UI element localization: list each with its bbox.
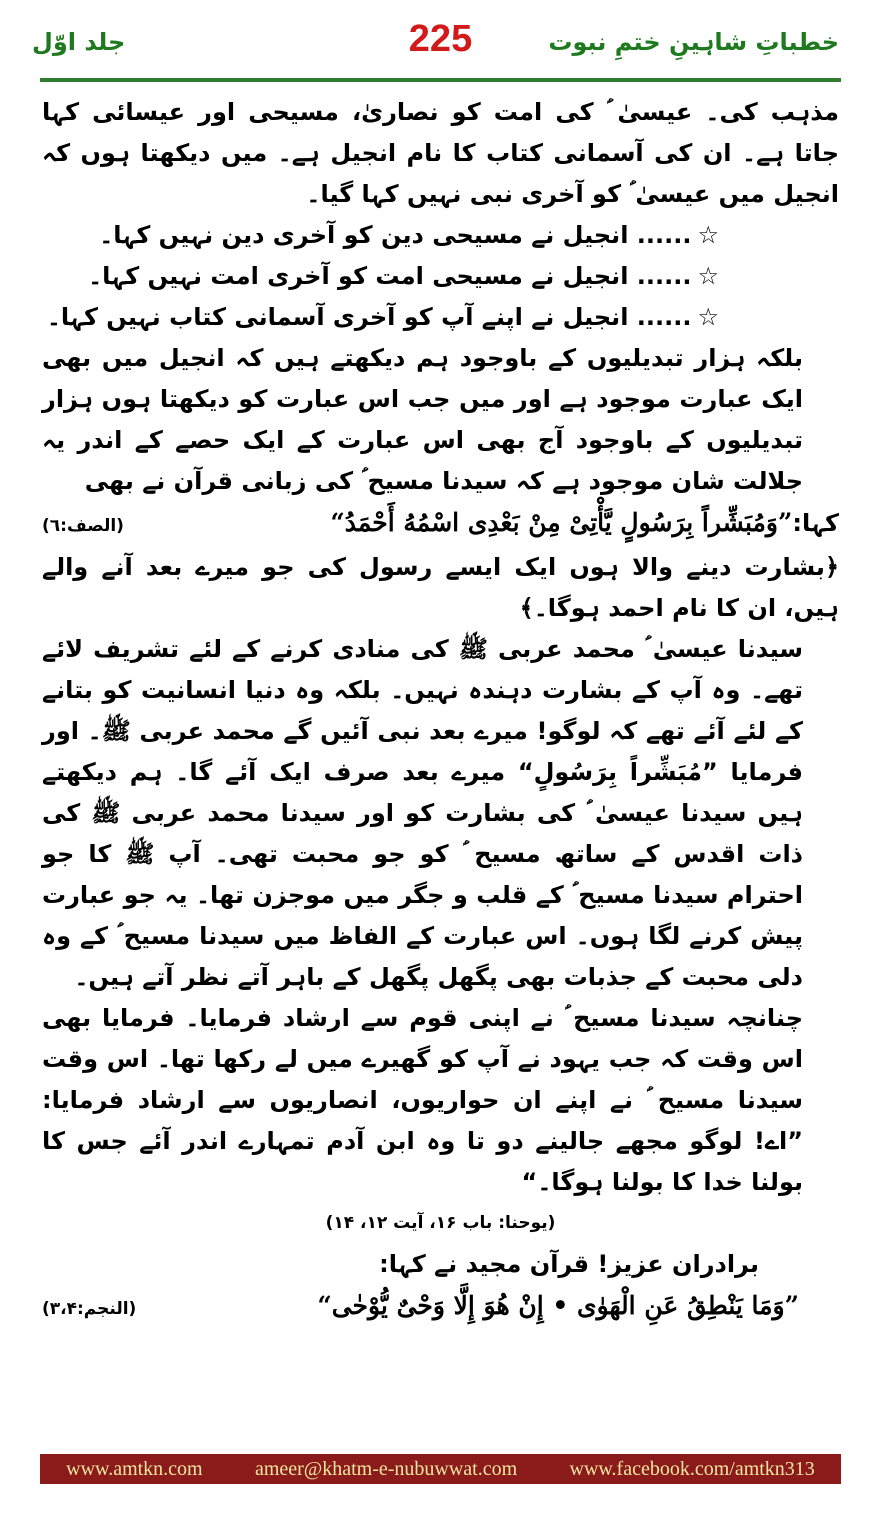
- paragraph-quran-said: برادران عزیز! قرآن مجید نے کہا:: [379, 1250, 759, 1278]
- email-link[interactable]: ameer@khatm-e-nubuwwat.com: [254, 1457, 518, 1480]
- bullet-item-2: ☆...... انجیل نے مسیحی امت کو آخری امت نہیں کہا۔: [88, 262, 719, 290]
- paragraph-bible-text: بلکہ ہزار تبدیلیوں کے باوجود ہم دیکھتے ہیں کہ انجیل میں بھی ایک عبارت موجود ہے اور میں جب اس عبارت کو دیکھتا ہوں ہزار تبدیلیوں کے باوجود آج بھی اس عبارت کے ایک حصے کے اندر یہ جلالت شان موجود ہے کہ سیدنا مسیح ؑ کی زبانی قرآن نے بھی: [42, 344, 803, 495]
- star-icon: ☆: [697, 262, 719, 290]
- paragraph-messenger: سیدنا عیسیٰ ؑ محمد عربی ﷺ کی منادی کرنے کے لئے تشریف لائے تھے۔ وہ آپ کے بشارت دہندہ نہیں۔ بلکہ وہ دنیا انسانیت کو بتانے کے لئے آئے تھے کہ لوگو! میرے بعد نبی آئیں گے محمد عربی ﷺ۔ اور فرمایا ”مُبَشِّراً بِرَسُولٍ“ میرے بعد صرف ایک آئے گا۔ ہم دیکھتے ہیں سیدنا عیسیٰ ؑ کی بشارت کو اور سیدنا محمد عربی ﷺ کی ذات اقدس کے ساتھ مسیح ؑ کو جو محبت تھی۔ آپ ﷺ کا جو احترام سیدنا مسیح ؑ کے قلب و جگر میں موجزن تھا۔ یہ جو عبارت پیش کرنے لگا ہوں۔ اس عبارت کے الفاظ میں سیدنا مسیح ؑ کے وہ دلی محبت کے جذبات بھی پگھل پگھل کے باہر آتے نظر آتے ہیں۔: [42, 635, 803, 991]
- page-footer: [40, 1454, 841, 1484]
- page-body: [42, 92, 839, 1449]
- bullet-item-1: ☆...... انجیل نے مسیحی دین کو آخری دین نہیں کہا۔: [99, 221, 719, 249]
- verse-reference-2: (النجم:۳،۴): [42, 1299, 137, 1319]
- quran-quote-2: [42, 1285, 839, 1330]
- website-link[interactable]: www.amtkn.com: [66, 1457, 203, 1480]
- bullet-item-3: ☆...... انجیل نے اپنے آپ کو آخری آسمانی کتاب نہیں کہا۔: [46, 303, 719, 331]
- page-number: 225: [408, 18, 473, 60]
- volume-label: جلد اوّل: [32, 28, 126, 56]
- paragraph-bible-quote: چنانچہ سیدنا مسیح ؑ نے اپنی قوم سے ارشاد فرمایا۔ فرمایا بھی اس وقت کہ جب یہود نے آپ کو گھیرے میں لے رکھا تھا۔ اس وقت سیدنا مسیح ؑ نے اپنے ان حواریوں، انصاریوں سے ارشاد فرمایا: ”اے! لوگو مجھے جالینے دو تا وہ ابن آدم تمہارے اندر آئے جس کا بولنا خدا کا بولنا ہوگا۔“: [42, 1004, 803, 1196]
- facebook-link[interactable]: www.facebook.com/amtkn313: [569, 1457, 815, 1480]
- star-icon: ☆: [697, 303, 719, 331]
- quran-quote-1: [42, 502, 839, 547]
- header-divider: [40, 78, 841, 82]
- book-title: خطباتِ شاہینِ ختمِ نبوت: [548, 28, 839, 56]
- bible-reference: (یوحنا: باب ۱۶، آیت ۱۲، ۱۴): [325, 1213, 556, 1233]
- quote-prefix: کہا:: [792, 509, 839, 537]
- verse-translation-1: ﴿بشارت دینے والا ہوں ایک ایسے رسول کی جو میرے بعد آنے والے ہیں، ان کا نام احمد ہوگا۔﴾: [42, 553, 839, 622]
- quran-verse-2: ”وَمَا يَنْطِقُ عَنِ الْهَوٰى • إِنْ هُوَ إِلَّا وَحْیٌ يُّوْحٰی“: [317, 1291, 799, 1320]
- paragraph-intro: مذہب کی۔ عیسیٰ ؑ کی امت کو نصاریٰ، مسیحی اور عیسائی کہا جاتا ہے۔ ان کی آسمانی کتاب کا نام انجیل ہے۔ میں دیکھتا ہوں کہ انجیل میں عیسیٰ ؑ کو آخری نبی نہیں کہا گیا۔: [42, 98, 839, 208]
- verse-reference-1: (الصف:٦): [42, 516, 124, 536]
- quran-verse-1: ”وَمُبَشِّراً بِرَسُولٍ يَّأْتِیْ مِنْ بَعْدِی اسْمُهُ أَحْمَدُ“: [330, 508, 793, 537]
- page-header: [0, 0, 881, 90]
- star-icon: ☆: [697, 221, 719, 249]
